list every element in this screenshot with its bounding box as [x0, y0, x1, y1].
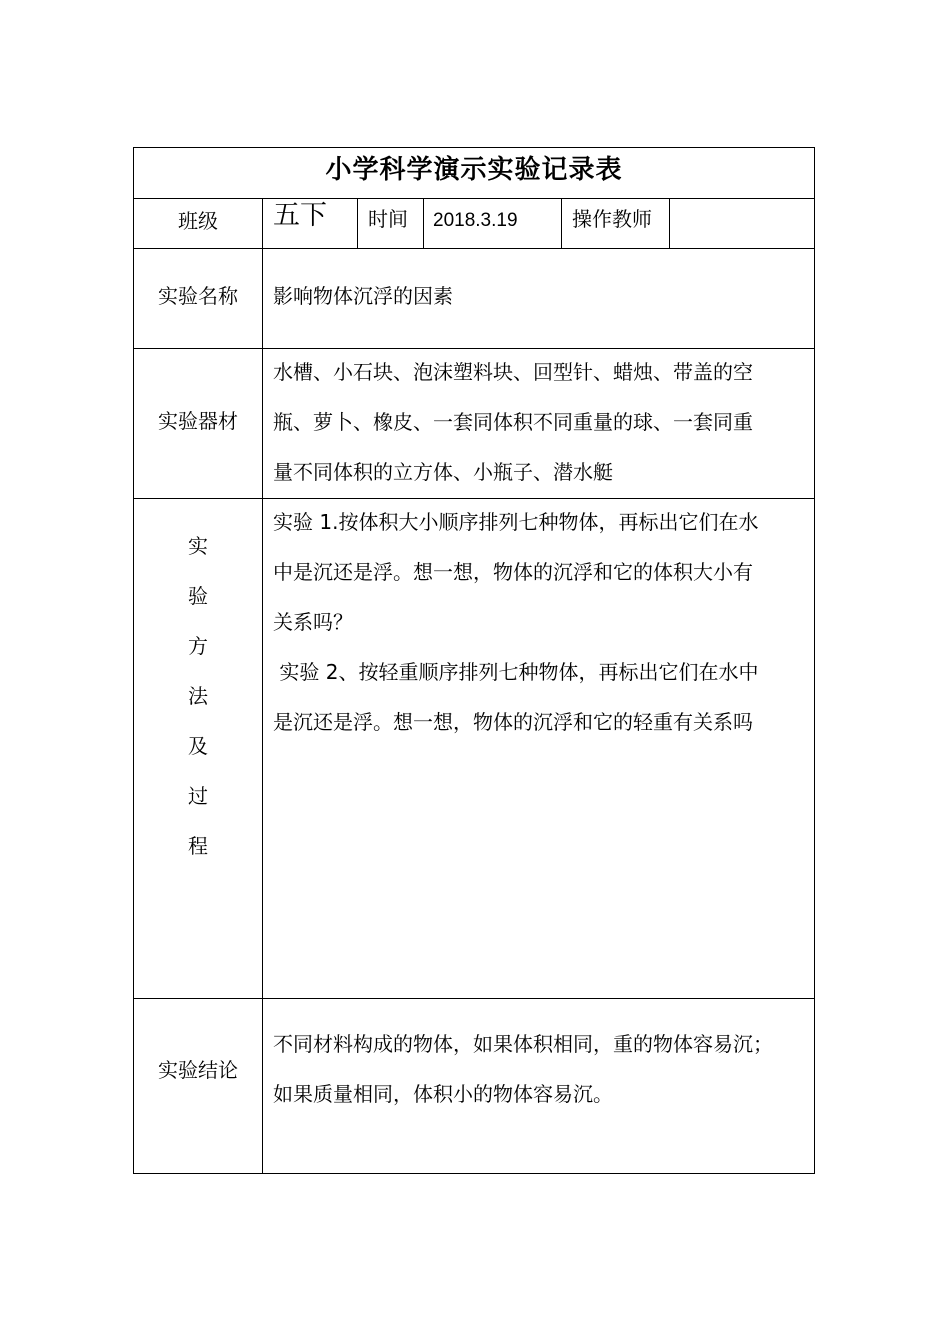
materials-line: 水槽、小石块、泡沫塑料块、回型针、蜡烛、带盖的空	[273, 360, 753, 384]
materials-label: 实验器材	[158, 409, 238, 433]
method-line: 关系吗？	[273, 610, 353, 634]
time-label: 时间	[368, 207, 408, 231]
table-border-top	[133, 147, 815, 148]
table-border-bottom	[133, 1173, 815, 1174]
method-line: 是沉还是浮。想一想，物体的沉浮和它的轻重有关系吗	[273, 710, 753, 734]
experiment-name-value: 影响物体沉浮的因素	[273, 284, 453, 308]
class-value: 五下	[273, 200, 327, 231]
conclusion-line: 不同材料构成的物体，如果体积相同，重的物体容易沉；	[273, 1032, 773, 1056]
method-label-char: 及	[188, 734, 208, 758]
experiment-name-label: 实验名称	[158, 284, 238, 308]
method-label-char: 实	[188, 534, 208, 558]
materials-line: 瓶、萝卜、橡皮、一套同体积不同重量的球、一套同重	[273, 410, 753, 434]
table-border-right	[814, 147, 815, 1174]
method-line: 实验 1.按体积大小顺序排列七种物体，再标出它们在水	[273, 510, 759, 534]
table-title: 小学科学演示实验记录表	[325, 155, 623, 185]
teacher-label: 操作教师	[572, 207, 652, 231]
class-label: 班级	[178, 209, 218, 233]
conclusion-label: 实验结论	[158, 1058, 238, 1082]
column-divider	[262, 198, 263, 1174]
method-line: 实验 2、按轻重顺序排列七种物体，再标出它们在水中	[273, 660, 759, 684]
row-divider	[133, 248, 815, 249]
method-label-char: 法	[188, 684, 208, 708]
time-value: 2018.3.19	[433, 210, 518, 231]
column-divider	[423, 198, 424, 249]
row-divider	[133, 198, 815, 199]
conclusion-text	[273, 1019, 813, 1119]
method-label	[183, 521, 213, 871]
method-text	[273, 497, 813, 747]
method-label-char: 程	[188, 834, 208, 858]
column-divider	[669, 198, 670, 249]
method-label-char: 验	[188, 584, 208, 608]
method-line: 中是沉还是浮。想一想，物体的沉浮和它的体积大小有	[273, 560, 753, 584]
record-table	[133, 147, 815, 1174]
column-divider	[561, 198, 562, 249]
materials-text	[273, 347, 813, 497]
row-divider	[133, 998, 815, 999]
method-label-char: 过	[188, 784, 208, 808]
method-label-char: 方	[188, 634, 208, 658]
materials-line: 量不同体积的立方体、小瓶子、潜水艇	[273, 460, 613, 484]
conclusion-line: 如果质量相同，体积小的物体容易沉。	[273, 1082, 613, 1106]
column-divider	[357, 198, 358, 249]
